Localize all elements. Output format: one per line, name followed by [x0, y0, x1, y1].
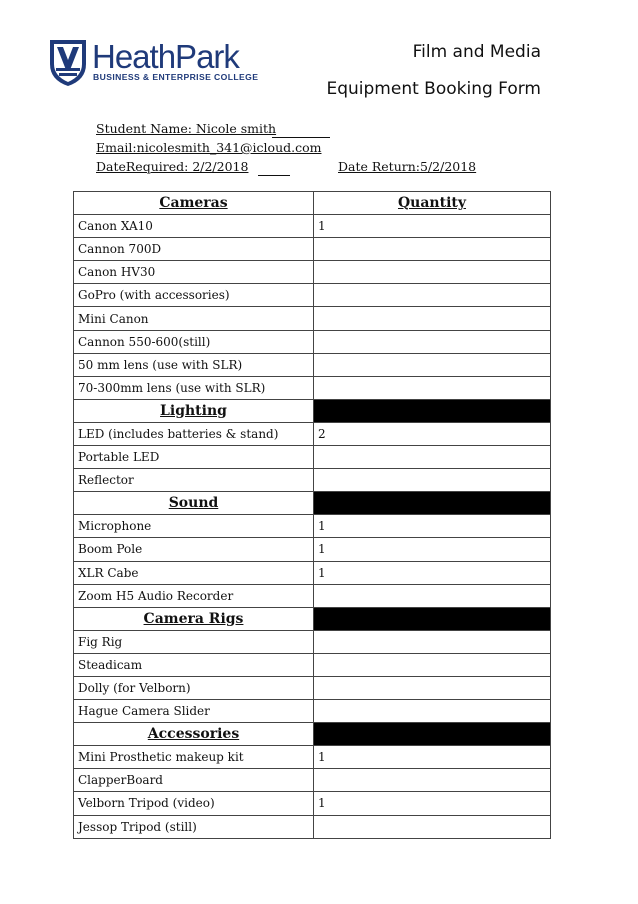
item-cell: Fig Rig — [74, 630, 314, 653]
table-row — [74, 700, 551, 723]
form-title-line2: Equipment Booking Form — [326, 79, 541, 99]
table-row — [74, 469, 551, 492]
item-cell: LED (includes batteries & stand) — [74, 422, 314, 445]
item-cell: Dolly (for Velborn) — [74, 676, 314, 699]
section-title: Accessories — [74, 723, 314, 746]
email-field: Email:nicolesmith_341@icloud.com — [96, 140, 322, 155]
table-row — [74, 284, 551, 307]
quantity-cell[interactable] — [314, 700, 551, 723]
quantity-cell[interactable]: 1 — [314, 215, 551, 238]
item-cell: ClapperBoard — [74, 769, 314, 792]
item-cell: Mini Prosthetic makeup kit — [74, 746, 314, 769]
item-cell: Hague Camera Slider — [74, 700, 314, 723]
section-title: Camera Rigs — [74, 607, 314, 630]
student-name-field: Student Name: Nicole smith — [96, 121, 277, 136]
table-row — [74, 815, 551, 838]
quantity-cell[interactable] — [314, 584, 551, 607]
table-row — [74, 261, 551, 284]
table-row — [74, 515, 551, 538]
quantity-cell[interactable]: 1 — [314, 538, 551, 561]
item-cell: XLR Cabe — [74, 561, 314, 584]
quantity-cell[interactable]: 1 — [314, 515, 551, 538]
column-header-item: Cameras — [74, 192, 314, 215]
item-cell: GoPro (with accessories) — [74, 284, 314, 307]
item-cell: 50 mm lens (use with SLR) — [74, 353, 314, 376]
table-row — [74, 446, 551, 469]
section-header-accessories — [74, 723, 551, 746]
quantity-cell[interactable] — [314, 353, 551, 376]
item-cell: Canon XA10 — [74, 215, 314, 238]
item-cell: Zoom H5 Audio Recorder — [74, 584, 314, 607]
quantity-cell[interactable] — [314, 446, 551, 469]
quantity-cell[interactable]: 1 — [314, 792, 551, 815]
college-logo — [48, 38, 268, 90]
section-header-sound — [74, 492, 551, 515]
table-row — [74, 422, 551, 445]
logo-subtitle: BUSINESS & ENTERPRISE COLLEGE — [93, 72, 259, 82]
item-cell: Cannon 700D — [74, 238, 314, 261]
table-row — [74, 238, 551, 261]
section-fill — [314, 399, 551, 422]
item-cell: Canon HV30 — [74, 261, 314, 284]
item-cell: Steadicam — [74, 653, 314, 676]
date-required-underline — [258, 175, 290, 176]
section-header-lighting — [74, 399, 551, 422]
quantity-cell[interactable] — [314, 469, 551, 492]
table-row — [74, 538, 551, 561]
form-title-line1: Film and Media — [412, 42, 541, 62]
section-title: Lighting — [74, 399, 314, 422]
table-row — [74, 630, 551, 653]
table-row — [74, 215, 551, 238]
table-row — [74, 353, 551, 376]
quantity-cell[interactable] — [314, 376, 551, 399]
table-row — [74, 769, 551, 792]
item-cell: Mini Canon — [74, 307, 314, 330]
item-cell: Boom Pole — [74, 538, 314, 561]
college-crest-icon — [48, 38, 88, 88]
section-fill — [314, 723, 551, 746]
item-cell: Jessop Tripod (still) — [74, 815, 314, 838]
table-row — [74, 746, 551, 769]
quantity-cell[interactable] — [314, 630, 551, 653]
section-header-camera-rigs — [74, 607, 551, 630]
table-row — [74, 307, 551, 330]
quantity-cell[interactable]: 2 — [314, 422, 551, 445]
table-row — [74, 561, 551, 584]
equipment-table — [73, 191, 551, 839]
column-header-quantity: Quantity — [314, 192, 551, 215]
quantity-cell[interactable]: 1 — [314, 746, 551, 769]
quantity-cell[interactable] — [314, 238, 551, 261]
quantity-cell[interactable] — [314, 769, 551, 792]
item-cell: Reflector — [74, 469, 314, 492]
item-cell: 70-300mm lens (use with SLR) — [74, 376, 314, 399]
item-cell: Velborn Tripod (video) — [74, 792, 314, 815]
section-fill — [314, 607, 551, 630]
table-row — [74, 653, 551, 676]
section-title: Sound — [74, 492, 314, 515]
item-cell: Portable LED — [74, 446, 314, 469]
quantity-cell[interactable] — [314, 330, 551, 353]
date-required-field: DateRequired: 2/2/2018 — [96, 159, 249, 174]
table-row — [74, 330, 551, 353]
quantity-cell[interactable] — [314, 815, 551, 838]
quantity-cell[interactable] — [314, 261, 551, 284]
item-cell: Cannon 550-600(still) — [74, 330, 314, 353]
table-row — [74, 376, 551, 399]
table-header-row — [74, 192, 551, 215]
quantity-cell[interactable]: 1 — [314, 561, 551, 584]
date-return-field: Date Return:5/2/2018 — [338, 159, 477, 174]
quantity-cell[interactable] — [314, 653, 551, 676]
item-cell: Microphone — [74, 515, 314, 538]
table-row — [74, 584, 551, 607]
quantity-cell[interactable] — [314, 676, 551, 699]
quantity-cell[interactable] — [314, 284, 551, 307]
table-row — [74, 792, 551, 815]
logo-name: HeathPark — [92, 38, 239, 75]
table-row — [74, 676, 551, 699]
section-fill — [314, 492, 551, 515]
quantity-cell[interactable] — [314, 307, 551, 330]
student-name-underline — [272, 137, 330, 138]
